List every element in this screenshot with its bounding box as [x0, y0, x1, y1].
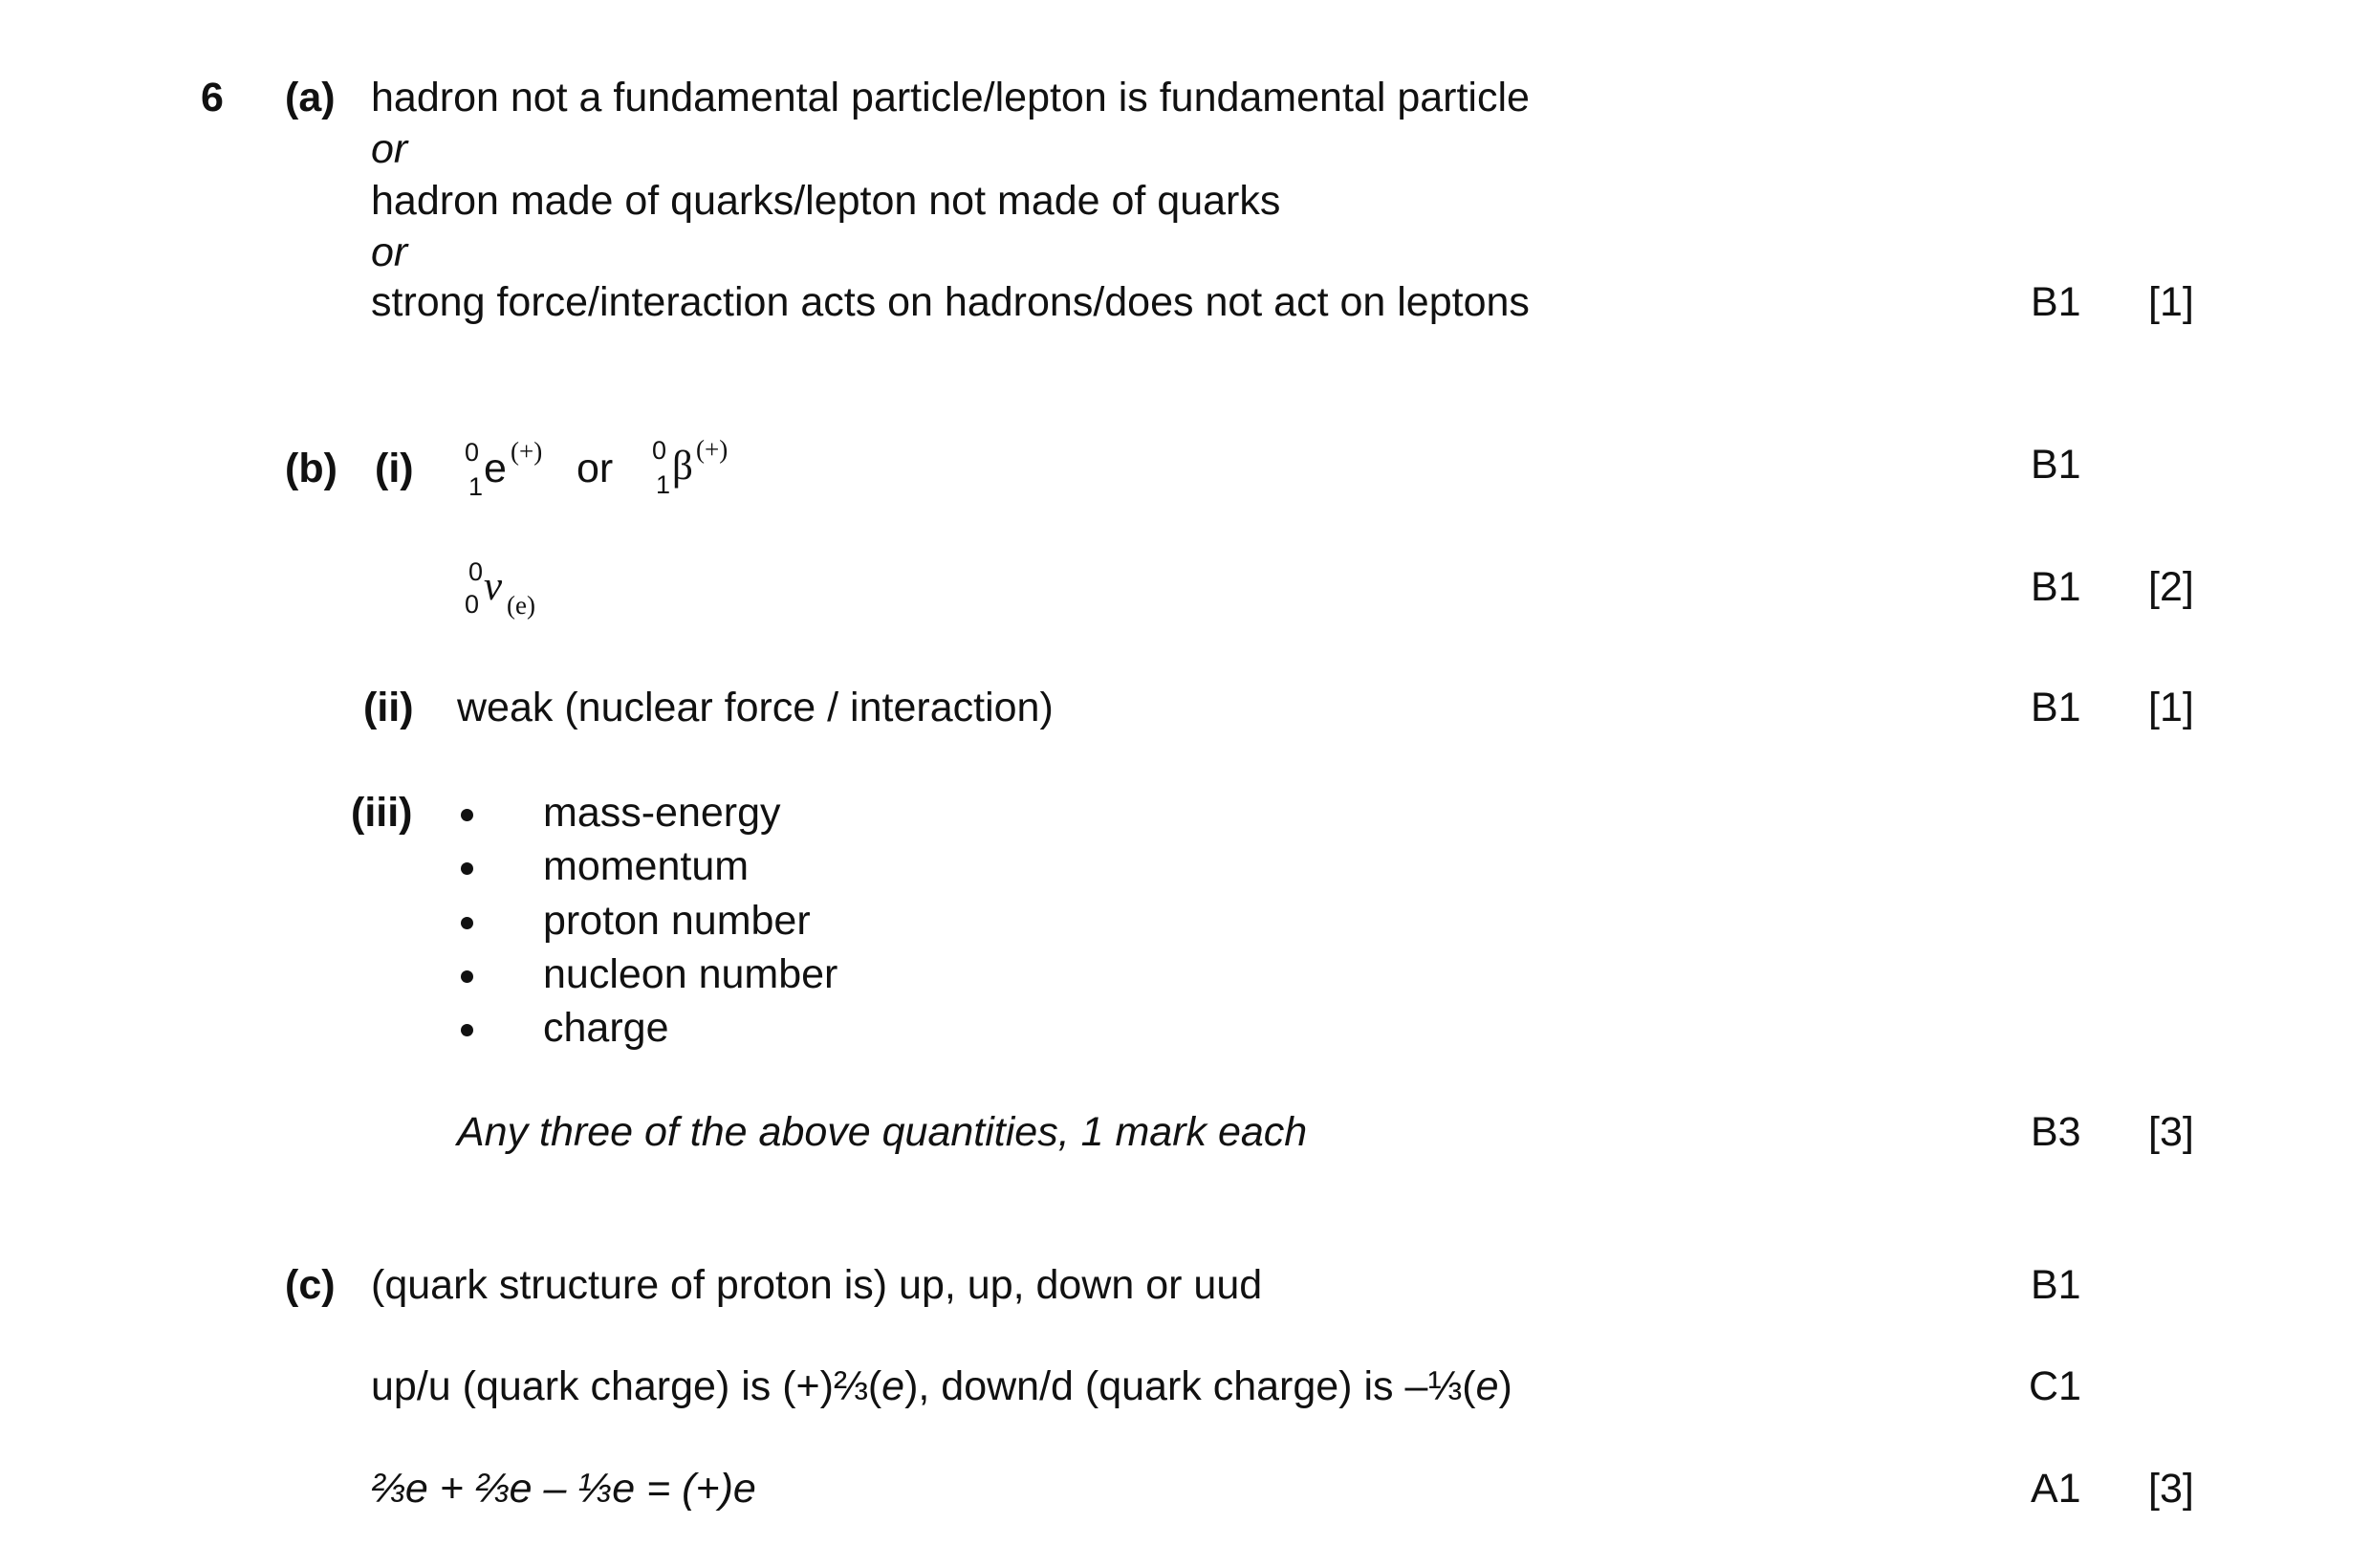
- part-b-ii-label: (ii): [363, 685, 414, 730]
- bullet-2: [461, 862, 473, 875]
- part-c-label: (c): [285, 1262, 336, 1308]
- part-c-mark-2: C1: [2029, 1363, 2081, 1409]
- part-b-ii-mark: B1: [2031, 685, 2081, 730]
- beta-charge: (+): [696, 435, 729, 464]
- part-b-ii-text: weak (nuclear force / interaction): [457, 685, 1054, 730]
- list-item: proton number: [543, 898, 811, 944]
- part-c-line-3: ⅔e + ⅔e – ⅓e = (+)e: [371, 1466, 756, 1512]
- part-b-i-label: (i): [375, 446, 414, 491]
- neutrino-subscript: (e): [507, 591, 535, 620]
- line-2-text-c: ): [1498, 1363, 1512, 1409]
- part-a-label: (a): [285, 75, 336, 120]
- question-number: 6: [201, 75, 224, 120]
- part-b-i-mark-1: B1: [2031, 442, 2081, 488]
- bullet-4: [461, 970, 473, 983]
- list-item: momentum: [543, 843, 750, 889]
- part-a-line-3: strong force/interaction acts on hadrons/does not act on leptons: [371, 279, 1530, 325]
- part-a-or-1: or: [371, 126, 408, 172]
- beta-notation: [652, 428, 748, 505]
- line-2-text-b: ), down/d (quark charge) is –⅓(: [904, 1363, 1476, 1409]
- part-c-total: [3]: [2148, 1466, 2194, 1512]
- bullet-5: [461, 1024, 473, 1036]
- part-b-i-total: [2]: [2148, 564, 2194, 610]
- line-2-text-a: up/u (quark charge) is (+)⅔(: [371, 1363, 882, 1409]
- list-item: nucleon number: [543, 951, 838, 997]
- part-b-ii-total: [1]: [2148, 685, 2194, 730]
- part-a-or-2: or: [371, 229, 408, 275]
- bullet-1: [461, 809, 473, 821]
- positron-atomic-number: 1: [468, 472, 484, 501]
- beta-atomic-number: 1: [656, 470, 671, 499]
- part-a-line-2: hadron made of quarks/lepton not made of quarks: [371, 178, 1281, 224]
- positron-charge: (+): [511, 437, 543, 466]
- part-c-line-1: (quark structure of proton is) up, up, down or uud: [371, 1262, 1263, 1308]
- positron-notation: [465, 428, 560, 505]
- part-b-iii-mark: B3: [2031, 1109, 2081, 1155]
- positron-mass-number: 0: [465, 438, 480, 467]
- part-c-mark-1: B1: [2031, 1262, 2081, 1308]
- part-b-iii-label: (iii): [351, 790, 413, 836]
- neutrino-symbol: ν: [484, 564, 503, 609]
- part-b-i-mark-2: B1: [2031, 564, 2081, 610]
- part-a-mark: B1: [2031, 279, 2081, 325]
- part-b-label: (b): [285, 446, 337, 491]
- positron-symbol: e: [484, 446, 507, 491]
- part-b-iii-total: [3]: [2148, 1109, 2194, 1155]
- part-b-iii-note: Any three of the above quantities, 1 mark each: [457, 1109, 1308, 1155]
- neutrino-mass-number: 0: [468, 557, 484, 586]
- part-c-mark-3: A1: [2031, 1466, 2081, 1512]
- or-word: or: [576, 446, 614, 491]
- part-c-line-2: [371, 1363, 1512, 1409]
- beta-symbol: β: [672, 444, 693, 489]
- neutrino-notation: [463, 553, 577, 629]
- neutrino-atomic-number: 0: [465, 590, 480, 619]
- list-item: mass-energy: [543, 790, 781, 836]
- beta-mass-number: 0: [652, 436, 667, 465]
- part-a-line-1: hadron not a fundamental particle/lepton is fundamental particle: [371, 75, 1530, 120]
- part-a-total: [1]: [2148, 279, 2194, 325]
- charge-e-symbol: e: [881, 1363, 905, 1409]
- charge-e-symbol: e: [1475, 1363, 1499, 1409]
- bullet-3: [461, 917, 473, 929]
- list-item: charge: [543, 1005, 669, 1051]
